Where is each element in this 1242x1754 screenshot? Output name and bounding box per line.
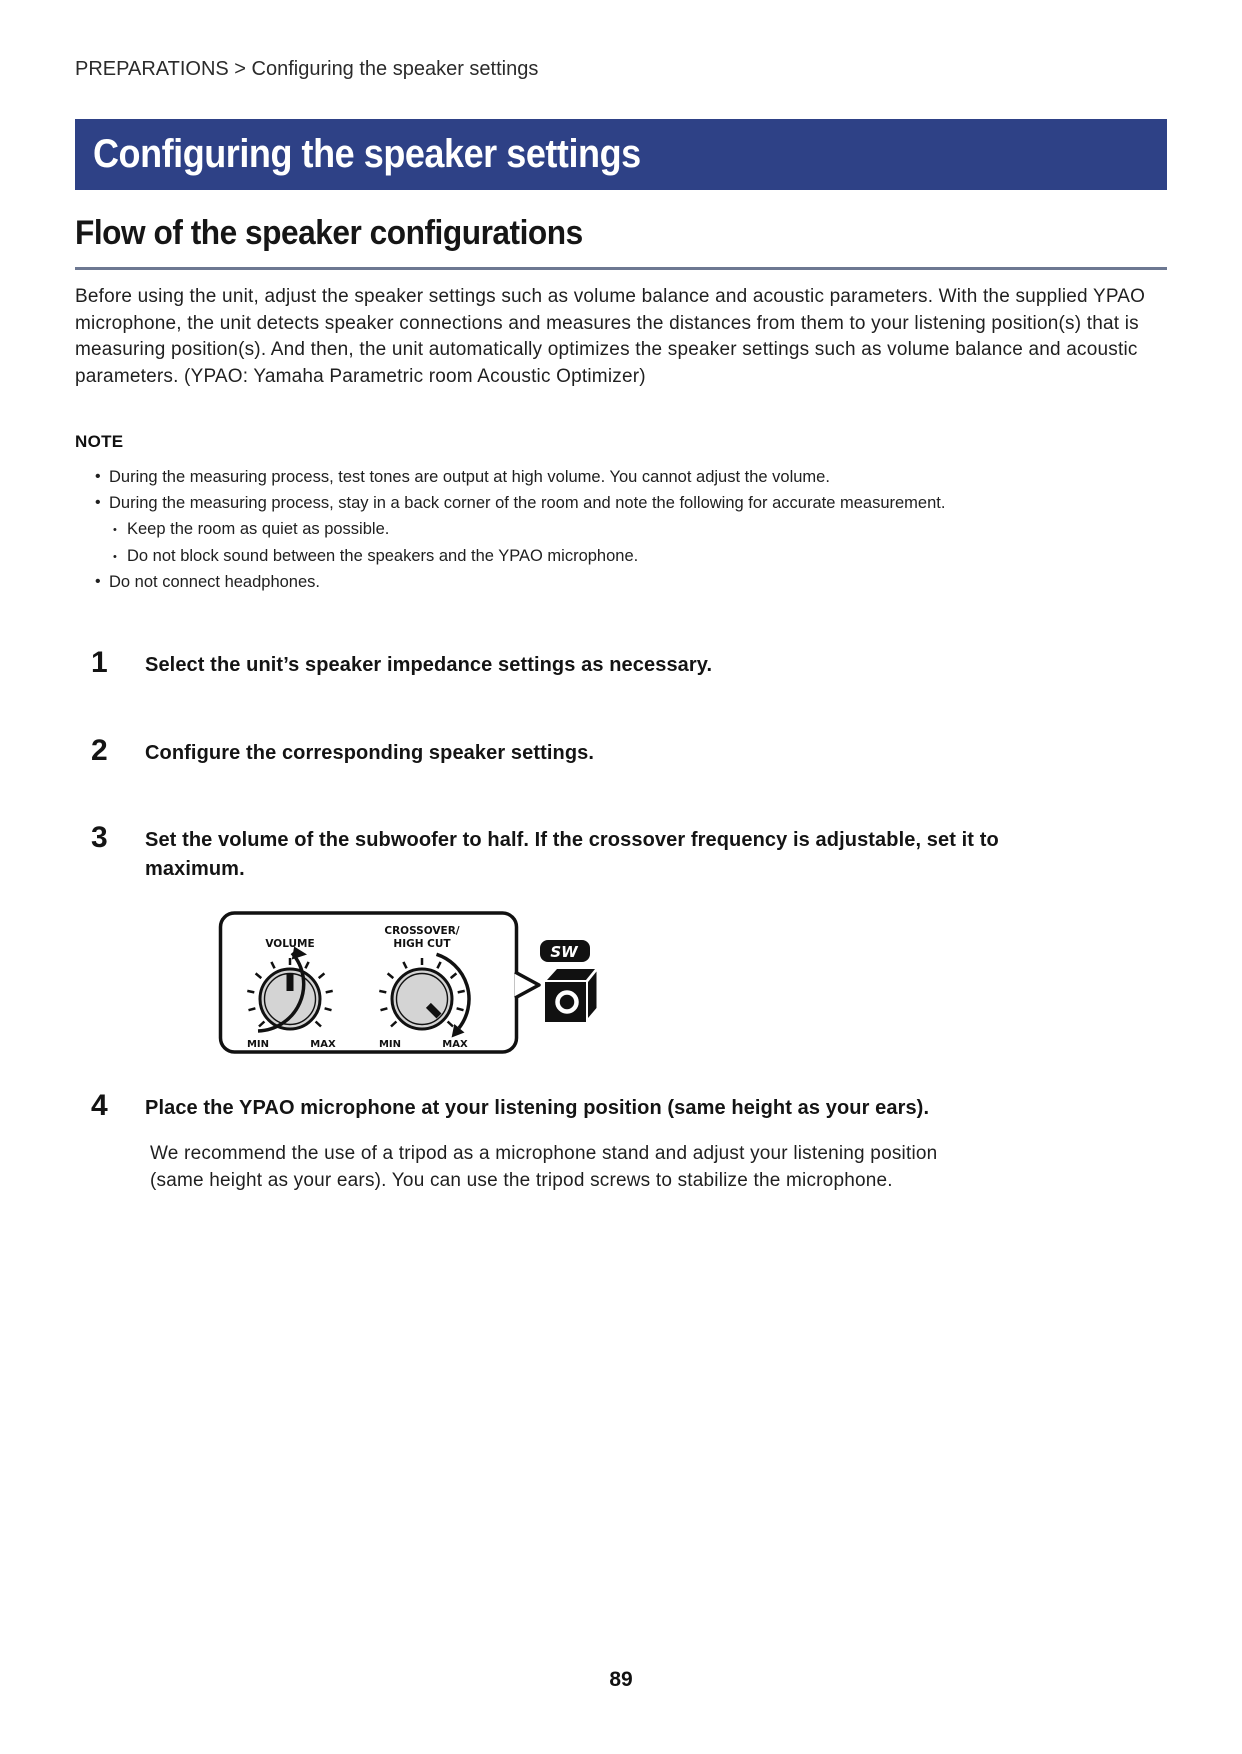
- step-3: [75, 821, 1167, 1060]
- volume-max-label: MAX: [310, 1039, 336, 1050]
- intro-paragraph: Before using the unit, adjust the speaker settings such as volume balance and acoustic parameters. With the supplied YPAO microphone, the unit detects speaker connections and measures the distances from them to your listening position(s) that is measuring position(s). And then, the unit automatically optimizes the speaker settings such as volume balance and acoustic parameters. (YPAO: Yamaha Parametric room Acoustic Optimizer): [75, 286, 1146, 387]
- note-item: • Do not connect headphones.: [75, 569, 1167, 595]
- step-title: Configure the corresponding speaker settings.: [145, 742, 595, 764]
- step-body-paragraph: We recommend the use of a tripod as a microphone stand and adjust your listening position (same height as your ears). You can use the tripod screws to stabilize the microphone.: [150, 1143, 938, 1191]
- step-4: [75, 1089, 1167, 1194]
- crossover-knob-label-line2: HIGH CUT: [393, 938, 451, 950]
- crossover-max-label: MAX: [442, 1039, 468, 1050]
- section-rule-divider: [75, 267, 1167, 270]
- step-title: Select the unit’s speaker impedance settings as necessary.: [145, 654, 713, 676]
- spacer: [75, 710, 1167, 737]
- subwoofer-controls-figure: [218, 910, 598, 1060]
- note-subitem: • Do not block sound between the speakers and the YPAO microphone.: [75, 543, 1167, 570]
- step-title: Set the volume of the subwoofer to half. If the crossover frequency is adjustable, set it to maximum.: [145, 829, 999, 880]
- step-1: [75, 646, 1167, 680]
- chapter-title-banner: [75, 119, 1167, 190]
- section-title: Flow of the speaker configurations: [75, 214, 583, 252]
- step-number: 1: [91, 646, 108, 679]
- step-number: 2: [91, 734, 108, 767]
- step-number: 3: [91, 821, 108, 854]
- note-label: NOTE: [75, 432, 124, 451]
- subwoofer-icon: [545, 969, 597, 1022]
- step-2: [75, 734, 1167, 768]
- note-item: • During the measuring process, test tones are output at high volume. You cannot adjust the volume.: [75, 464, 1167, 490]
- breadcrumb: PREPARATIONS > Configuring the speaker settings: [75, 58, 539, 80]
- volume-min-label: MIN: [246, 1039, 270, 1050]
- volume-knob-label: VOLUME: [265, 938, 315, 950]
- note-list: [75, 464, 1167, 595]
- sw-badge: [540, 940, 590, 962]
- spacer: [75, 798, 1167, 824]
- crossover-min-label: MIN: [378, 1039, 402, 1050]
- step-title: Place the YPAO microphone at your listening position (same height as your ears).: [145, 1097, 930, 1119]
- note-item: • During the measuring process, stay in a back corner of the room and note the following for accurate measurement.: [75, 490, 1167, 516]
- crossover-knob-label-line1: CROSSOVER/: [384, 925, 460, 937]
- page-number: 89: [609, 1668, 633, 1691]
- chapter-title: Configuring the speaker settings: [93, 132, 641, 176]
- sw-badge-label: SW: [550, 943, 578, 961]
- note-subitem: • Keep the room as quiet as possible.: [75, 516, 1167, 543]
- step-number: 4: [91, 1089, 108, 1122]
- steps-list: [75, 646, 1167, 1194]
